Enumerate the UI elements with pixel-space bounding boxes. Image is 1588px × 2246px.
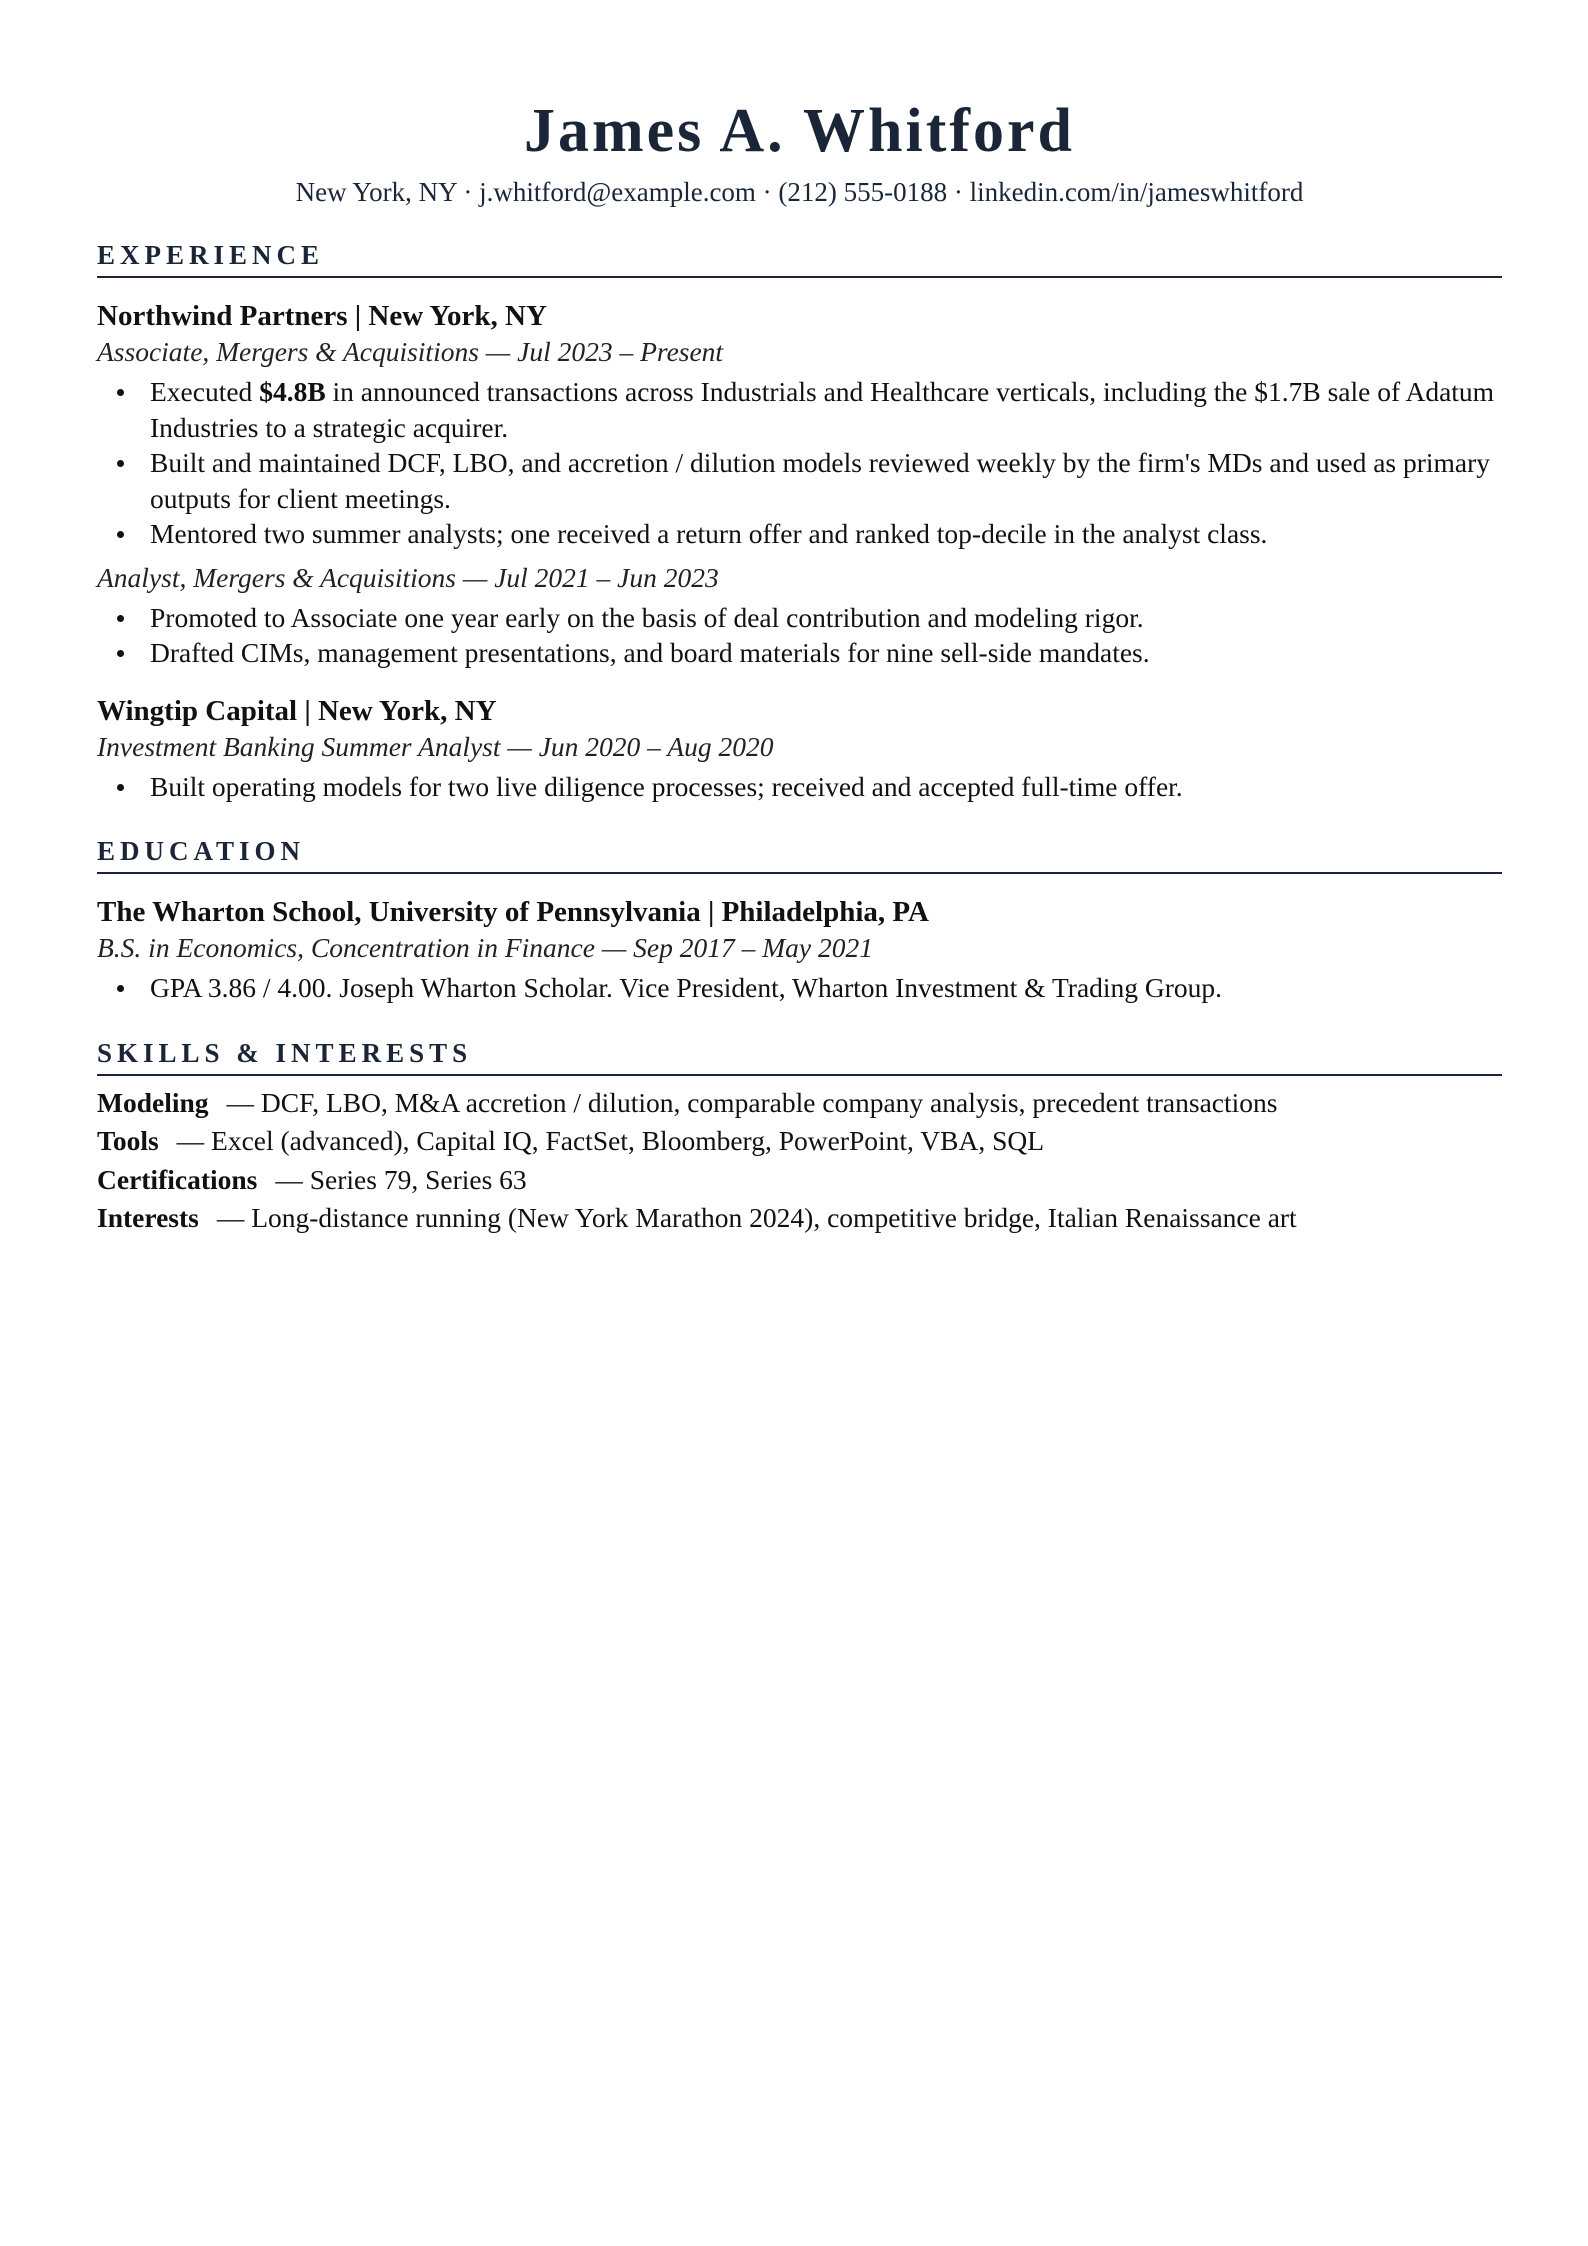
skill-value: — Long-distance running (New York Marathon 2024), competitive bridge, Italian Renaissance art <box>216 1202 1297 1233</box>
bullet-list-summer-analyst <box>97 769 1502 805</box>
bullet-highlight: $4.8B <box>259 376 326 407</box>
school-name: The Wharton School, University of Pennsylvania | Philadelphia, PA <box>97 896 929 928</box>
degree-line: B.S. in Economics, Concentration in Finance — Sep 2017 – May 2021 <box>97 932 873 963</box>
skill-row-modeling <box>97 1084 1502 1123</box>
list-item: Promoted to Associate one year early on the basis of deal contribution and modeling rigor. <box>150 600 1502 636</box>
skill-row-tools <box>97 1122 1502 1161</box>
skill-value: — DCF, LBO, M&A accretion / dilution, comparable company analysis, precedent transactions <box>226 1086 1278 1118</box>
bullet-list-associate <box>97 374 1502 552</box>
contact-line: New York, NY · j.whitford@example.com · (212) 555-0188 · linkedin.com/in/jameswhitford <box>295 177 1304 207</box>
section-title-experience: EXPERIENCE <box>97 238 1502 278</box>
role-associate: Associate, Mergers & Acquisitions — Jul 2023 – Present <box>97 336 724 367</box>
list-item <box>150 374 1502 445</box>
skill-value: — Excel (advanced), Capital IQ, FactSet, Bloomberg, PowerPoint, VBA, SQL <box>176 1125 1045 1156</box>
skill-label: Tools <box>97 1125 159 1156</box>
role-summer-analyst: Investment Banking Summer Analyst — Jun 2020 – Aug 2020 <box>97 730 774 762</box>
bullet-list-analyst <box>97 600 1502 671</box>
skill-label: Interests <box>97 1202 199 1233</box>
section-title-education: EDUCATION <box>97 834 1502 874</box>
employer-wingtip: Wingtip Capital | New York, NY <box>97 694 497 727</box>
skill-row-certifications <box>97 1161 1502 1200</box>
section-title-skills: SKILLS & INTERESTS <box>97 1036 1502 1076</box>
list-item: Drafted CIMs, management presentations, and board materials for nine sell-side mandates. <box>150 635 1502 671</box>
skills-list <box>97 1084 1502 1238</box>
candidate-name: James A. Whitford <box>523 97 1076 165</box>
bullet-list-education <box>97 970 1502 1006</box>
list-item: Built and maintained DCF, LBO, and accretion / dilution models reviewed weekly by the firm's MDs and used as primary outputs for client meetings. <box>150 445 1502 516</box>
list-item: Built operating models for two live diligence processes; received and accepted full-time offer. <box>150 769 1502 805</box>
list-item: Mentored two summer analysts; one received a return offer and ranked top-decile in the analyst class. <box>150 516 1502 552</box>
employer-northwind: Northwind Partners | New York, NY <box>97 300 547 332</box>
list-item: GPA 3.86 / 4.00. Joseph Wharton Scholar. Vice President, Wharton Investment & Trading Group. <box>150 970 1502 1006</box>
skill-value: — Series 79, Series 63 <box>275 1163 527 1195</box>
bullet-text: Executed <box>150 376 260 407</box>
skill-label: Modeling <box>97 1086 209 1118</box>
skill-row-interests <box>97 1199 1502 1238</box>
skill-label: Certifications <box>97 1163 258 1195</box>
bullet-text: in announced transactions across Industrials and Healthcare verticals, including the $1.7B sale of Adatum Industries to a strategic acquirer. <box>150 376 1495 443</box>
role-analyst: Analyst, Mergers & Acquisitions — Jul 2021 – Jun 2023 <box>97 561 719 593</box>
